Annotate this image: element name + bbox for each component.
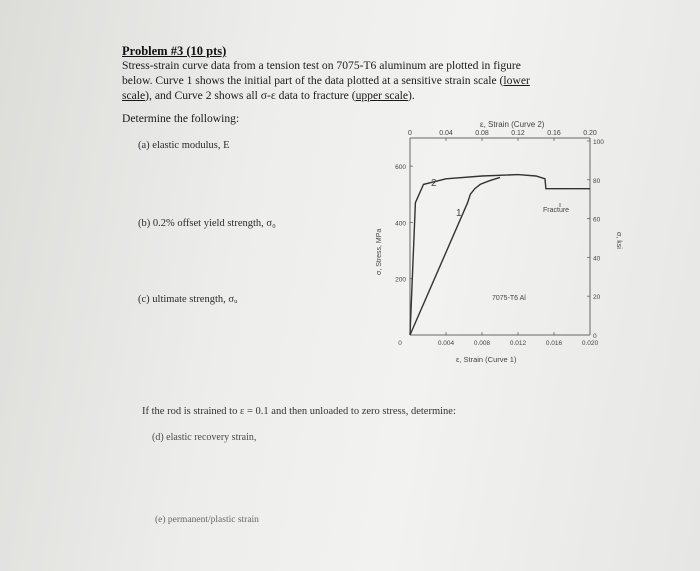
top-tick-label: 0	[408, 130, 412, 137]
intro-line1: Stress-strain curve data from a tension test on 7075-T6 aluminum are plotted in figure	[122, 59, 521, 72]
top-tick-label: 0.16	[547, 130, 561, 137]
question-b: (b) 0.2% offset yield strength, σ₀	[138, 218, 276, 229]
curve-2-line	[410, 175, 590, 335]
left-tick-label: 200	[395, 276, 406, 284]
intro-line3: ), and Curve 2 shows all σ-ε data to fracture (	[145, 89, 356, 102]
top-tick-label: 0.08	[475, 130, 489, 137]
top-tick-label: 0.04	[439, 130, 453, 137]
question-d: (d) elastic recovery strain,	[152, 432, 257, 443]
intro-line2: below. Curve 1 shows the initial part of the data plotted at a sensitive strain scale (	[122, 74, 504, 87]
intro-lower-word: lower	[503, 74, 530, 87]
intro-scale-word: scale	[122, 89, 146, 102]
right-tick-label: 60	[593, 216, 601, 224]
bottom-tick-label: 0.004	[437, 340, 455, 347]
left-axis-label: σ, Stress, MPa	[376, 228, 383, 275]
question-a: (a) elastic modulus, E	[138, 140, 230, 151]
question-c: (c) ultimate strength, σᵤ	[138, 294, 238, 305]
bottom-tick-label: 0.016	[545, 340, 563, 347]
right-tick-label: 100	[593, 138, 604, 146]
top-axis-label: ε, Strain (Curve 2)	[480, 120, 545, 129]
question-e: (e) permanent/plastic strain	[155, 515, 259, 525]
right-tick-label: 20	[593, 294, 601, 302]
right-axis-label: σ, ksi	[615, 232, 622, 249]
bottom-tick-label: 0.012	[509, 340, 527, 347]
unloading-instruction: If the rod is strained to ε = 0.1 and then unloaded to zero stress, determine:	[142, 406, 456, 417]
bottom-tick-label: 0.020	[581, 340, 599, 347]
intro-line3-end: ).	[408, 89, 415, 102]
top-tick-label: 0.20	[583, 130, 597, 137]
problem-header: Problem #3 (10 pts)	[122, 44, 227, 58]
left-tick-label: 400	[395, 220, 406, 228]
right-tick-label: 80	[593, 177, 601, 185]
intro-upper-scale: upper scale	[355, 89, 409, 102]
top-tick-label: 0.12	[511, 130, 525, 137]
curve-2-label: 2	[431, 178, 437, 189]
fracture-label: Fracture	[543, 207, 570, 214]
right-tick-label: 40	[593, 255, 601, 263]
bottom-tick-label: 0	[398, 340, 402, 347]
material-label: 7075-T6 Al	[492, 295, 526, 302]
determine-label: Determine the following:	[122, 112, 240, 125]
curve-1-line	[410, 177, 500, 335]
right-tick-label: 0	[593, 333, 597, 340]
curve-1-label: 1	[456, 208, 462, 219]
bottom-axis-label: ε, Strain (Curve 1)	[456, 355, 517, 364]
bottom-tick-label: 0.008	[473, 340, 491, 347]
left-tick-label: 600	[395, 164, 406, 172]
